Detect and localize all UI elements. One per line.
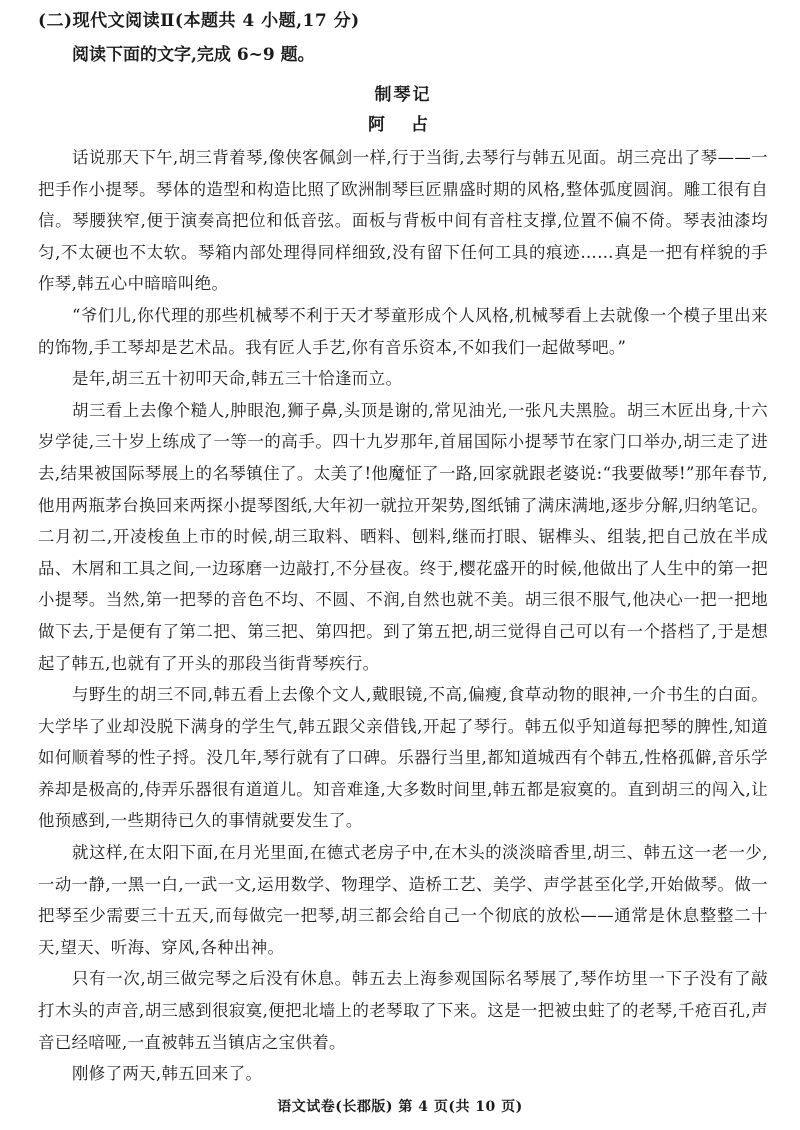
paragraph-3: 是年,胡三五十初叩天命,韩五三十恰逢而立。: [72, 369, 403, 389]
article-title: 制琴记: [374, 85, 432, 105]
paragraph-4: 胡三看上去像个糙人,肿眼泡,狮子鼻,头顶是谢的,常见油光,一张凡夫黑脸。胡三木匠出身,十六岁学徒,三十岁上练成了一等一的高手。四十九岁那年,首届国际小提琴节在家门口举办,胡三走了进去,结果被国际琴展上的名琴镇住了。太美了!他魔怔了一路,回家就跟老婆说:“我要做琴!”那年春节,他用两瓶茅台换回来两探小提琴图纸,大年初一就拉开架势,图纸铺了满床满地,逐步分解,归纳笔记。二月初二,开凌梭鱼上市的时候,胡三取料、晒料、刨料,继而打眼、锯榫头、组装,把自己放在半成品、木屑和工具之间,一边琢磨一边敲打,不分昼夜。终于,樱花盛开的时候,他做出了人生中的第一把小提琴。当然,第一把琴的音色不均、不圆、不润,自然也就不美。胡三很不服气,他决心一把一把地做下去,于是便有了第二把、第三把、第四把。到了第五把,胡三觉得自己可以有一个搭档了,于是想起了韩五,也就有了开头的那段当街背琴疾行。: [38, 400, 768, 673]
paragraph-7: 只有一次,胡三做完琴之后没有休息。韩五去上海参观国际名琴展了,琴作坊里一下子没有了敲打木头的声音,胡三感到很寂寞,便把北墙上的老琴取了下来。这是一把被虫蛀了的老琴,千疮百孔,声音已经喑哑,一直被韩五当镇店之宝供着。: [38, 969, 768, 1052]
reading-instruction: 阅读下面的文字,完成 6~9 题。: [72, 45, 315, 65]
paragraph-6: 就这样,在太阳下面,在月光里面,在德式老房子中,在木头的淡淡暗香里,胡三、韩五这一老一少,一动一静,一黑一白,一武一文,运用数学、物理学、造桥工艺、美学、声学甚至化学,开始做琴。做一把琴至少需要三十五天,而每做完一把琴,胡三都会给自己一个彻底的放松——通常是休息整整二十天,望天、听海、穿风,各种出神。: [38, 843, 768, 957]
page-footer: 语文试卷(长郡版) 第 4 页(共 10 页): [277, 1099, 523, 1115]
section-header: (二)现代文阅读Ⅱ(本题共 4 小题,17 分): [38, 11, 360, 31]
paragraph-5: 与野生的胡三不同,韩五看上去像个文人,戴眼镜,不高,偏瘦,食草动物的眼神,一介书生的白面。大学毕了业却没脱下满身的学生气,韩五跟父亲借钱,开起了琴行。韩五似乎知道每把琴的脾性,知道如何顺着琴的性子捋。没几年,琴行就有了口碑。乐器行当里,都知道城西有个韩五,性格孤僻,音乐学养却是极高的,侍弄乐器很有道道儿。知音难逢,大多数时间里,韩五都是寂寞的。直到胡三的闯入,让他预感到,一些期待已久的事情就要发生了。: [38, 685, 768, 831]
article-body: [38, 142, 768, 1090]
paragraph-2: “爷们儿,你代理的那些机械琴不利于天才琴童形成个人风格,机械琴看上去就像一个模子里出来的饰物,手工琴却是艺术品。我有匠人手艺,你有音乐资本,不如我们一起做琴吧。”: [38, 305, 768, 357]
paragraph-8: 刚修了两天,韩五回来了。: [72, 1064, 263, 1084]
article-author: 阿 占: [368, 115, 438, 135]
paragraph-1: 话说那天下午,胡三背着琴,像侠客佩剑一样,行于当街,去琴行与韩五见面。胡三亮出了琴——一把手作小提琴。琴体的造型和构造比照了欧洲制琴巨匠鼎盛时期的风格,整体弧度圆润。雕工很有自信。琴腰狭窄,便于演奏高把位和低音弦。面板与背板中间有音柱支撑,位置不偏不倚。琴表油漆均匀,不太硬也不太软。琴箱内部处理得同样细致,没有留下任何工具的痕迹……真是一把有样貌的手作琴,韩五心中暗暗叫绝。: [38, 148, 768, 294]
